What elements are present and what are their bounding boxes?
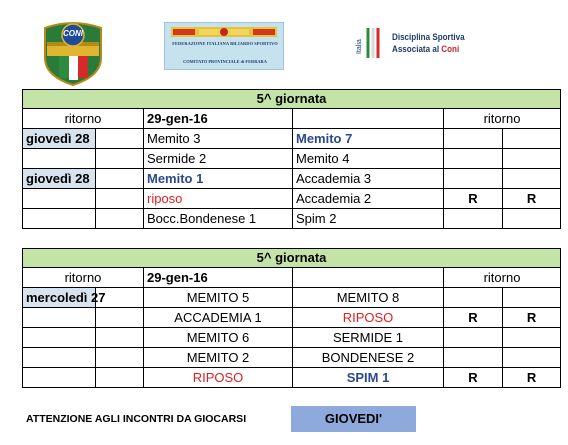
result-1 (444, 149, 503, 169)
home-team: riposo (144, 189, 293, 209)
attention-note: ATTENZIONE AGLI INCONTRI DA GIOCARSI (26, 413, 247, 425)
empty-cell (96, 348, 144, 368)
italia-flag-icon (358, 26, 388, 60)
fibis-banner-icon (171, 26, 277, 38)
table-row (23, 189, 561, 209)
home-team: Bocc.Bondenese 1 (144, 209, 293, 229)
result-2 (503, 328, 561, 348)
away-team: Accademia 3 (293, 169, 444, 189)
table-row (23, 149, 561, 169)
empty-cell (96, 308, 144, 328)
table-row (23, 129, 561, 149)
fibis-name: FEDERAZIONE ITALIANA BILIARDO SPORTIVO (172, 41, 278, 46)
away-team: SERMIDE 1 (293, 328, 444, 348)
empty-cell (96, 328, 144, 348)
italia-line2-prefix: Associata al (392, 43, 442, 54)
table-row (23, 308, 561, 328)
home-team: MEMITO 2 (144, 348, 293, 368)
result-1 (444, 328, 503, 348)
result-1: R (444, 189, 503, 209)
empty-cell (96, 368, 144, 388)
result-2: R (503, 189, 561, 209)
result-2 (503, 169, 561, 189)
home-team: MEMITO 6 (144, 328, 293, 348)
fibis-committee: COMITATO PROVINCIALE di FERRARA (183, 59, 267, 64)
schedule-table-1 (22, 89, 561, 229)
italia-line1: Disciplina Sportiva (392, 31, 465, 42)
home-team: Sermide 2 (144, 149, 293, 169)
result-2: R (503, 308, 561, 328)
table-title-row (23, 90, 561, 109)
italia-line2 (392, 43, 459, 54)
header-empty (293, 109, 444, 129)
result-2 (503, 348, 561, 368)
day-cell (23, 328, 96, 348)
result-1 (444, 348, 503, 368)
home-team: ACCADEMIA 1 (144, 308, 293, 328)
fibis-logo (164, 22, 284, 70)
home-team: Memito 3 (144, 129, 293, 149)
result-1: R (444, 368, 503, 388)
day-cell (23, 348, 96, 368)
empty-cell (96, 169, 144, 189)
table-row (23, 209, 561, 229)
table-row (23, 348, 561, 368)
away-team: MEMITO 8 (293, 288, 444, 308)
header-date: 29-gen-16 (144, 268, 293, 288)
table-title-row (23, 249, 561, 268)
italia-logo (358, 26, 498, 66)
header-date: 29-gen-16 (144, 109, 293, 129)
empty-cell (96, 129, 144, 149)
away-team: Accademia 2 (293, 189, 444, 209)
table-header-row (23, 268, 561, 288)
italia-line2-coni: Coni (441, 43, 460, 54)
day-cell (23, 149, 96, 169)
schedule-table-2 (22, 248, 561, 388)
home-team: RIPOSO (144, 368, 293, 388)
day-cell (23, 209, 96, 229)
coni-text: CONI (63, 29, 83, 38)
result-2 (503, 288, 561, 308)
result-2: R (503, 368, 561, 388)
table-row (23, 328, 561, 348)
away-team: BONDENESE 2 (293, 348, 444, 368)
table-row (23, 169, 561, 189)
header-ritorno-right: ritorno (444, 268, 561, 288)
home-team: Memito 1 (144, 169, 293, 189)
empty-cell (96, 189, 144, 209)
table-row (23, 288, 561, 308)
table-title: 5^ giornata (23, 249, 561, 268)
result-2 (503, 209, 561, 229)
day-cell (23, 368, 96, 388)
result-1: R (444, 308, 503, 328)
day-cell (23, 189, 96, 209)
away-team: Memito 7 (293, 129, 444, 149)
header-ritorno-right: ritorno (444, 109, 561, 129)
empty-cell (96, 209, 144, 229)
home-team: MEMITO 5 (144, 288, 293, 308)
header-empty (293, 268, 444, 288)
result-2 (503, 149, 561, 169)
away-team: RIPOSO (293, 308, 444, 328)
day-cell (23, 308, 96, 328)
result-1 (444, 288, 503, 308)
day-cell: giovedì 28 (23, 169, 96, 189)
result-1 (444, 169, 503, 189)
away-team: SPIM 1 (293, 368, 444, 388)
result-2 (503, 129, 561, 149)
away-team: Memito 4 (293, 149, 444, 169)
table-title: 5^ giornata (23, 90, 561, 109)
empty-cell (96, 149, 144, 169)
header-ritorno-left: ritorno (23, 109, 144, 129)
result-1 (444, 209, 503, 229)
giovedi-highlight: GIOVEDI' (291, 406, 416, 432)
table-header-row (23, 109, 561, 129)
header-ritorno-left: ritorno (23, 268, 144, 288)
away-team: Spim 2 (293, 209, 444, 229)
day-cell: giovedì 28 (23, 129, 96, 149)
table-row (23, 368, 561, 388)
day-cell: mercoledì 27 (23, 288, 96, 308)
svg-text:Italia: Italia (356, 39, 363, 54)
result-1 (444, 129, 503, 149)
